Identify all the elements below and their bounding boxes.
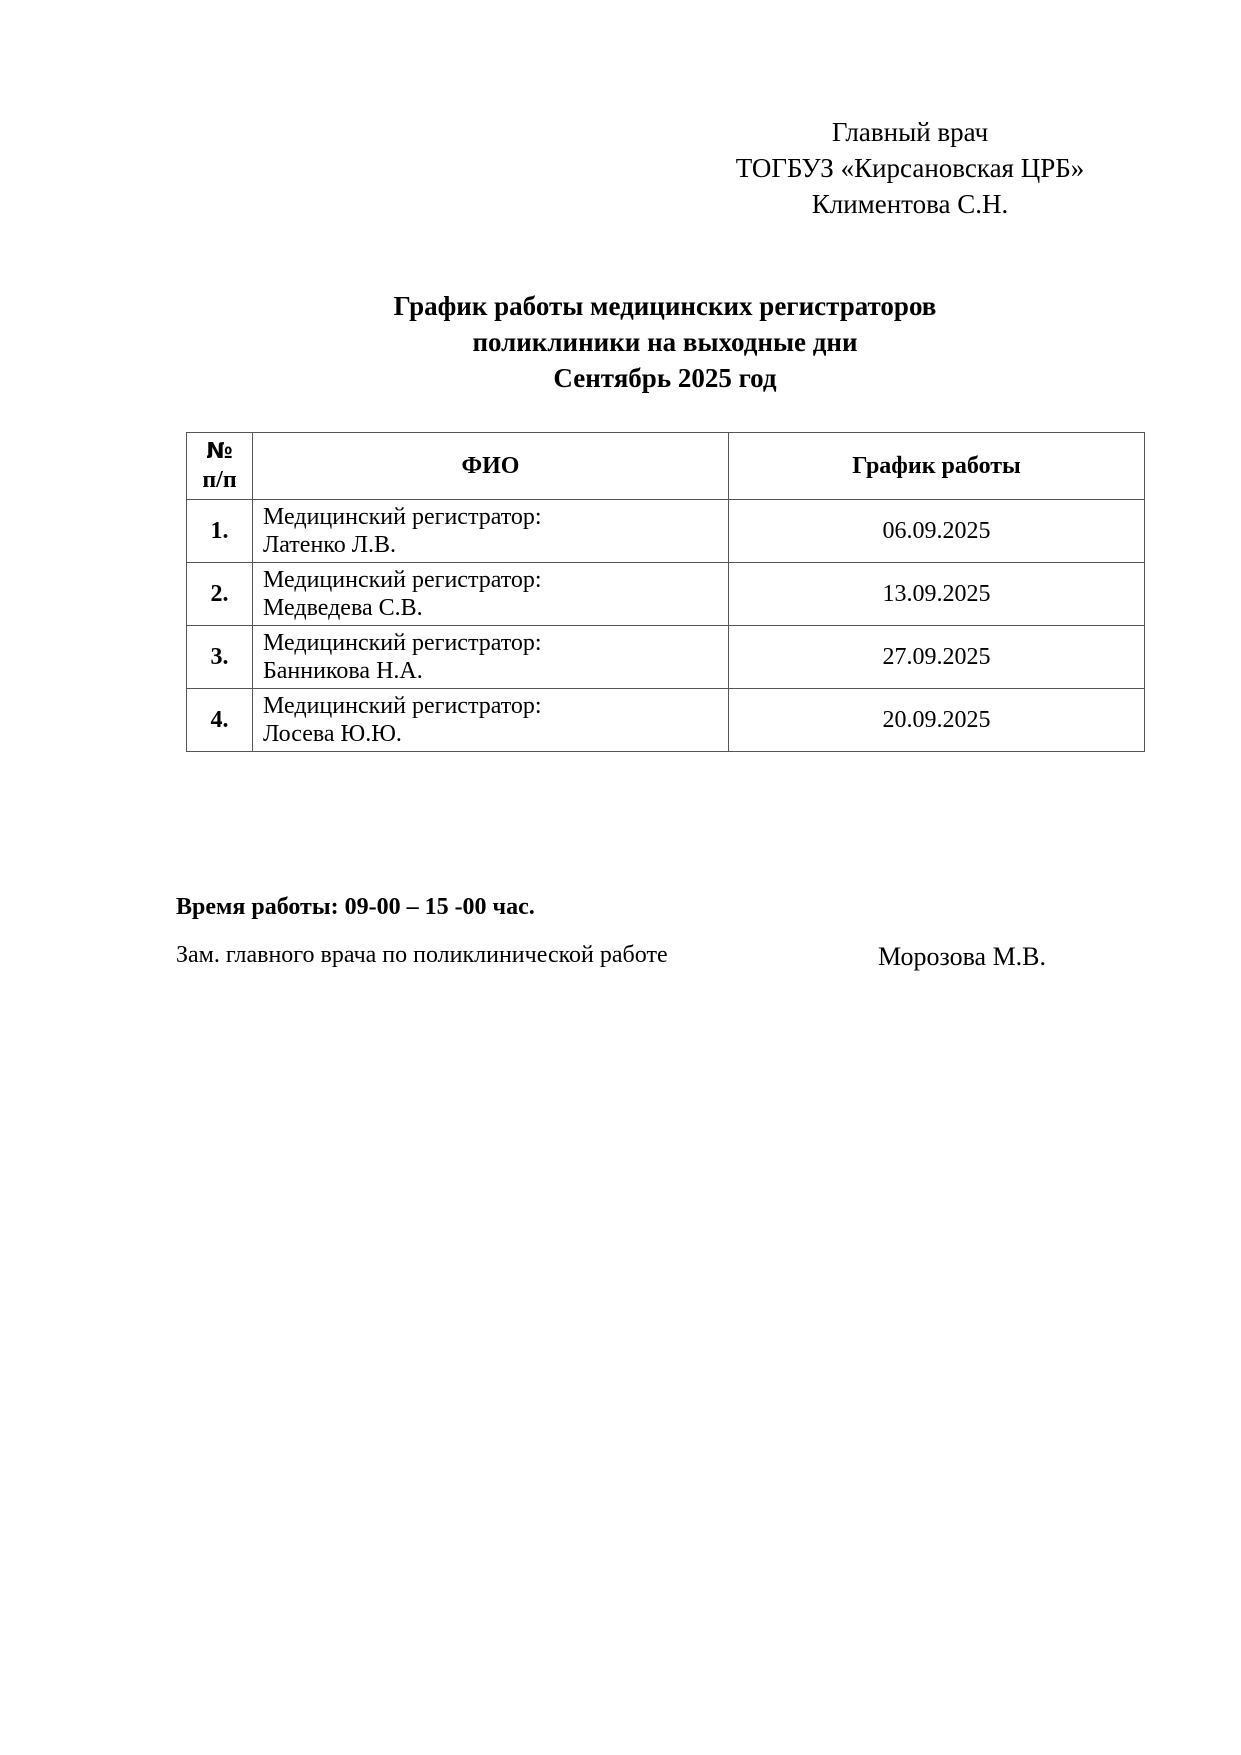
row-fio — [253, 563, 729, 626]
row-role: Медицинский регистратор: — [263, 504, 542, 530]
header-fio: ФИО — [253, 433, 729, 500]
row-fio — [253, 689, 729, 752]
signer-name: Морозова М.В. — [878, 942, 1047, 971]
number-sign: № — [206, 439, 233, 464]
row-number: 1. — [187, 500, 253, 563]
title-line-1: График работы медицинских регистраторов — [393, 291, 937, 321]
row-date: 20.09.2025 — [729, 689, 1145, 752]
header-schedule: График работы — [729, 433, 1145, 500]
table-row — [187, 500, 1145, 563]
header-number — [187, 433, 253, 500]
row-role: Медицинский регистратор: — [263, 693, 542, 719]
row-fio — [253, 626, 729, 689]
row-name: Лосева Ю.Ю. — [263, 721, 402, 747]
approval-position: Главный врач — [831, 117, 989, 147]
approval-name: Климентова С.Н. — [811, 189, 1009, 219]
row-date: 13.09.2025 — [729, 563, 1145, 626]
title-line-3: Сентябрь 2025 год — [553, 363, 777, 393]
table-row — [187, 563, 1145, 626]
schedule-table — [186, 432, 1145, 752]
row-role: Медицинский регистратор: — [263, 567, 542, 593]
row-fio — [253, 500, 729, 563]
row-name: Латенко Л.В. — [263, 532, 397, 558]
row-date: 27.09.2025 — [729, 626, 1145, 689]
number-label: п/п — [202, 467, 237, 493]
row-date: 06.09.2025 — [729, 500, 1145, 563]
row-name: Банникова Н.А. — [263, 658, 423, 684]
signer-position: Зам. главного врача по поликлинической работе — [176, 942, 668, 968]
table-row — [187, 689, 1145, 752]
table-header-row — [187, 433, 1145, 500]
title-line-2: поликлиники на выходные дни — [472, 327, 858, 357]
approval-organization: ТОГБУЗ «Кирсановская ЦРБ» — [735, 153, 1085, 183]
row-role: Медицинский регистратор: — [263, 630, 542, 656]
row-number: 3. — [187, 626, 253, 689]
row-name: Медведева С.В. — [263, 595, 423, 621]
row-number: 4. — [187, 689, 253, 752]
table-row — [187, 626, 1145, 689]
work-time: Время работы: 09-00 – 15 -00 час. — [176, 894, 535, 920]
document-title — [170, 288, 1160, 396]
approval-block — [690, 114, 1130, 222]
row-number: 2. — [187, 563, 253, 626]
